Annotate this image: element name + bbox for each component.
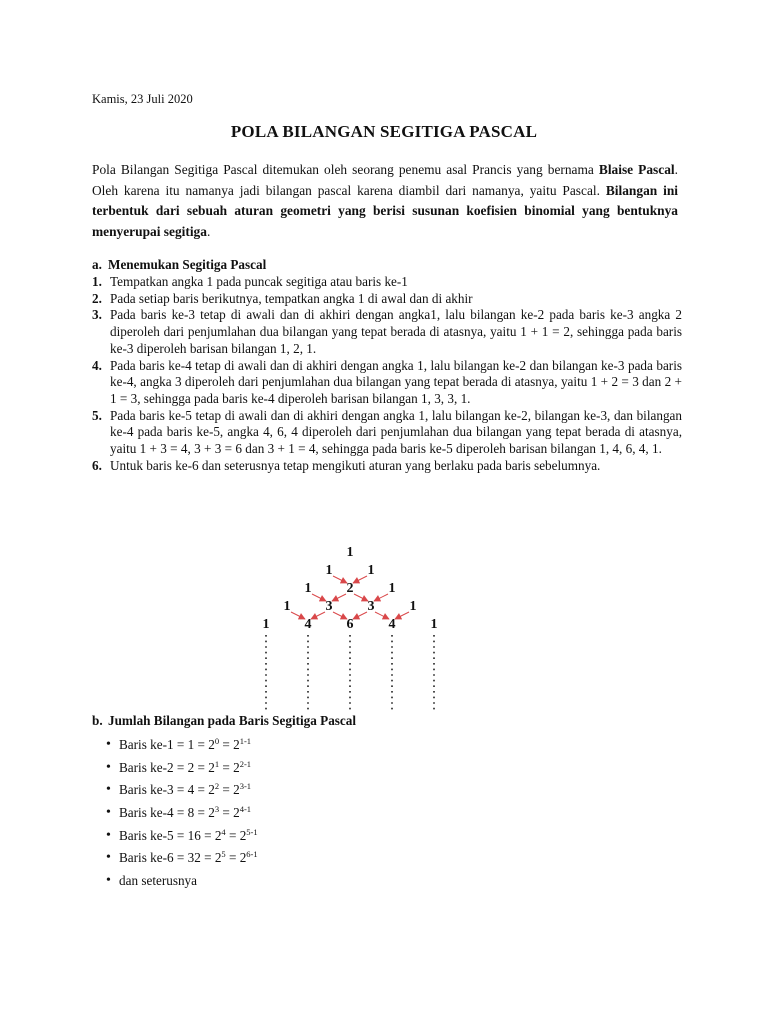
section-b-heading [92,712,682,730]
list-item [92,358,682,408]
sum-text: dan seterusnya [119,873,197,889]
section-b [92,712,682,893]
exponent: 1 [214,758,220,769]
sum-list [92,734,682,893]
section-b-title: Jumlah Bilangan pada Baris Segitiga Pascal [108,713,357,728]
exponent: 3-1 [239,781,252,792]
sum-text: = 2 [225,827,247,843]
triangle-number: 1 [430,617,438,632]
item-text: Pada baris ke-4 tetap di awali dan di akhiri dengan angka 1, lalu bilangan ke-2 dan bilangan ke-3 pada baris ke-4, angka 3 diperoleh dari penjumlahan dua bilangan yang tepat berada di atasnya, yaitu 1 + 2 = 3 dan 2 + 1 = 3, sehingga pada baris ke-4 diperoleh barisan bilangan 1, 3, 3, 1. [110,357,682,406]
sum-arrow [291,612,305,619]
intro-paragraph [92,160,678,242]
item-text: Pada baris ke-3 tetap di awali dan di akhiri dengan angka1, lalu bilangan ke-2 pada baris ke-3 angka 2 diperoleh dari penjumlahan dua bilangan yang tepat berada di atasnya, yaitu 1 + 1 = 2, sehingga pada baris ke-3 diperoleh barisan bilangan 1, 2, 1. [110,307,682,356]
sum-text: Baris ke-4 = 8 = 2 [119,805,215,821]
sum-text: Baris ke-1 = 1 = 2 [119,737,215,752]
exponent: 2-1 [239,758,252,769]
exponent: 4 [221,826,226,837]
section-b-label: b. [92,713,103,728]
item-number: 6. [92,457,102,473]
list-item [92,458,682,475]
exponent: 0 [214,736,220,746]
triangle-number: 4 [388,617,396,632]
sum-arrow [333,612,347,619]
section-a-heading [92,256,682,274]
sum-text: = 2 [219,782,240,798]
list-item [92,274,682,291]
item-number: 4. [92,357,102,373]
triangle-number: 1 [283,599,291,614]
item-text: Pada baris ke-5 tetap di awali dan di akhiri dengan angka 1, lalu bilangan ke-2, bilangan ke-3, dan bilangan ke-4 pada baris ke-5, angka 4, 6, 4 diperoleh dari penjumlahan dua bilangan yang tepat berada di atasnya, yaitu 1 + 3 = 4, 3 + 3 = 6 dan 3 + 1 = 4, sehingga pada baris ke-5 diperoleh barisan bilangan 1, 4, 6, 4, 1. [110,407,682,457]
sum-arrow [375,612,389,619]
triangle-number: 1 [388,581,396,596]
exponent: 2 [214,781,220,792]
list-item [106,802,682,825]
sum-text: = 2 [219,805,240,821]
date-line: Kamis, 23 Juli 2020 [92,92,193,106]
exponent: 5 [221,849,226,860]
section-a-label: a. [92,257,102,272]
intro-text-1: Pola Bilangan Segitiga Pascal ditemukan oleh seorang penemu asal Prancis yang bernama [92,162,599,177]
item-text: Untuk baris ke-6 dan seterusnya tetap mengikuti aturan yang berlaku pada baris sebelumnya. [110,457,601,473]
sum-arrow [395,612,409,619]
sum-text: Baris ke-6 = 32 = 2 [119,850,222,866]
triangle-number: 1 [346,545,354,560]
exponent: 4-1 [239,804,252,815]
triangle-number: 1 [367,563,375,578]
page-title: POLA BILANGAN SEGITIGA PASCAL [230,122,538,141]
sum-text: Baris ke-5 = 16 = 2 [119,827,222,843]
list-item [106,734,682,757]
triangle-number: 4 [304,617,312,632]
sum-arrow [374,594,388,601]
triangle-number: 6 [346,617,354,632]
item-text: Pada setiap baris berikutnya, tempatkan angka 1 di awal dan di akhir [110,290,473,306]
section-a-title: Menemukan Segitiga Pascal [108,257,267,272]
sum-arrow [354,594,368,601]
triangle-number: 1 [325,563,333,578]
triangle-number: 1 [304,581,312,596]
sum-text: Baris ke-2 = 2 = 2 [119,759,215,775]
list-item [106,870,682,893]
intro-name: Blaise Pascal [598,162,675,177]
triangle-number: 2 [346,581,354,596]
item-number: 3. [92,307,102,323]
item-number: 1. [92,274,102,289]
sum-arrow [332,594,346,601]
intro-end: . [206,223,211,239]
list-item [106,825,682,848]
sum-arrow [311,612,325,619]
sum-text: = 2 [225,850,247,866]
list-item [92,307,682,357]
sum-text: = 2 [219,737,240,752]
item-text: Tempatkan angka 1 pada puncak segitiga atau baris ke-1 [110,274,408,289]
exponent: 6-1 [246,849,258,860]
list-item [106,847,682,870]
triangle-number: 3 [325,599,333,614]
item-number: 5. [92,407,102,423]
sum-arrow [353,576,367,583]
intro-text-2: . Oleh karena itu namanya jadi bilangan pascal karena diambil dari namanya, yaitu Pascal. [92,162,678,198]
pascal-triangle-figure [248,540,448,710]
sum-arrow [333,576,347,583]
sum-text: Baris ke-3 = 4 = 2 [119,782,215,798]
steps-list [92,274,682,474]
sum-arrow [312,594,326,601]
list-item [92,408,682,458]
exponent: 1-1 [239,736,252,746]
triangle-numbers [263,545,438,632]
triangle-dotted-lines [266,635,434,710]
item-number: 2. [92,290,102,306]
triangle-number: 3 [367,599,375,614]
list-item [92,291,682,308]
sum-arrow [353,612,367,619]
section-a [92,256,682,474]
sum-text: = 2 [219,759,240,775]
exponent: 3 [214,804,220,815]
triangle-number: 1 [262,617,270,632]
triangle-number: 1 [409,599,417,614]
intro-bold-text: Bilangan ini terbentuk dari sebuah aturan geometri yang berisi susunan koefisien binomial yang bentuknya menyerupai segitiga [92,182,678,239]
list-item [106,779,682,802]
exponent: 5-1 [246,826,258,837]
list-item [106,757,682,780]
